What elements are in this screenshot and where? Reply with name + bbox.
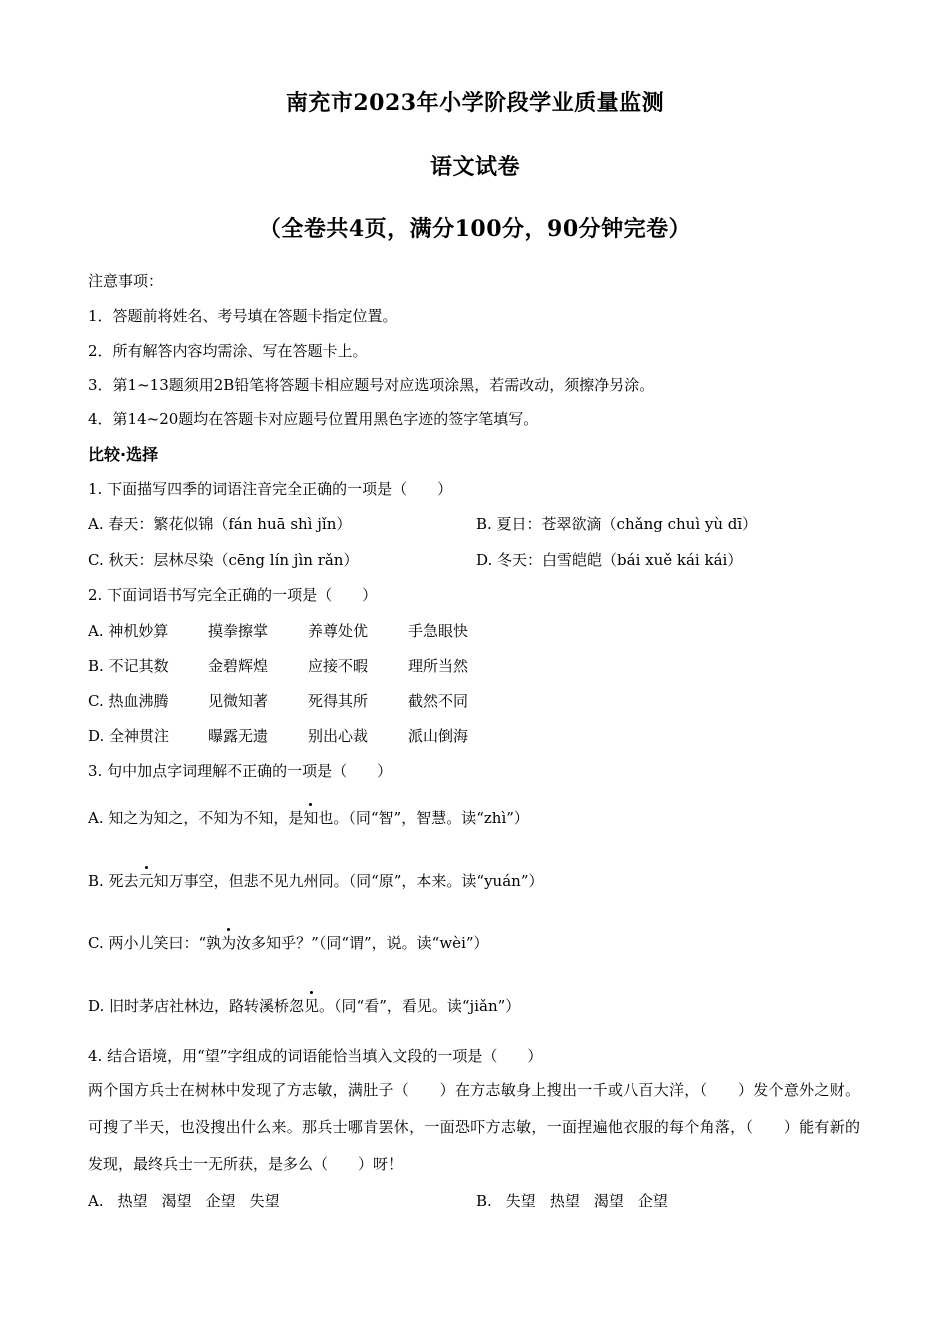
exam-subtitle: 语文试卷: [429, 154, 520, 180]
q4-option-b: [476, 1190, 682, 1211]
q2-stem: 2. 下面词语书写完全正确的一项是（ ）: [88, 586, 378, 604]
option-word: 别出心裁: [308, 727, 369, 745]
option-word: 神机妙算: [108, 622, 169, 640]
option-word: 渴望: [161, 1192, 192, 1210]
dotted-char: 元: [138, 872, 154, 890]
q3-text: C. 两小儿笑曰：“孰: [88, 934, 222, 952]
q2-option-c: [88, 690, 468, 711]
q3-text: 汝多知乎？”（同“谓”，说。读“wèi”）: [236, 934, 489, 952]
q3-option-b: [88, 870, 544, 891]
dotted-char: 知: [303, 809, 319, 827]
section-heading: 比较·选择: [88, 445, 159, 464]
notice-heading: 注意事项：: [88, 272, 164, 290]
option-word: 理所当然: [408, 657, 469, 675]
option-word: 曝露无遗: [208, 727, 269, 745]
q3-option-c: [88, 932, 489, 953]
q1-option-c: C. 秋天：层林尽染（cēng lín jìn rǎn）: [88, 551, 359, 569]
q3-option-d: [88, 995, 520, 1016]
option-word: 失望: [249, 1192, 280, 1210]
option-word: 热望: [549, 1192, 580, 1210]
option-word: 渴望: [593, 1192, 624, 1210]
q3-text: B. 死去: [88, 872, 139, 890]
q1-option-b: B. 夏日：苍翠欲滴（chǎng chuì yù dī）: [476, 515, 758, 533]
option-word: 应接不暇: [308, 657, 369, 675]
q2-option-b: [88, 655, 468, 676]
option-word: 不记其数: [108, 657, 169, 675]
option-word: 全神贯注: [109, 727, 170, 745]
q2-option-a: [88, 620, 468, 641]
q4-option-a: [88, 1190, 294, 1211]
dotted-char: 见: [304, 997, 320, 1015]
q3-text: A. 知之为知之，不知为不知，是: [88, 809, 304, 827]
option-word: 见微知著: [208, 692, 269, 710]
option-word: 摸拳擦掌: [208, 622, 269, 640]
option-label: C.: [88, 692, 104, 710]
exam-info: （全卷共4页，满分100分，90分钟完卷）: [258, 216, 692, 242]
notice-item: 2．所有解答内容均需涂、写在答题卡上。: [88, 342, 368, 360]
option-word: 派山倒海: [408, 727, 469, 745]
dotted-char: 为: [221, 934, 237, 952]
q3-text: 也。（同“智”，智慧。读“zhì”）: [318, 809, 529, 827]
option-label: A.: [88, 622, 104, 640]
notice-item: 3．第1~13题须用2B铅笔将答题卡相应题号对应选项涂黑，若需改动，须擦净另涂。: [88, 376, 655, 394]
q4-stem: 4. 结合语境，用“望”字组成的词语能恰当填入文段的一项是（ ）: [88, 1047, 543, 1065]
option-label: A.: [88, 1192, 104, 1210]
option-word: 热望: [117, 1192, 148, 1210]
option-word: 死得其所: [308, 692, 369, 710]
option-word: 企望: [205, 1192, 236, 1210]
option-label: B.: [476, 1192, 492, 1210]
q3-option-a: [88, 807, 529, 828]
exam-title: 南充市2023年小学阶段学业质量监测: [285, 90, 665, 116]
notice-item: 4．第14~20题均在答题卡对应题号位置用黑色字迹的签字笔填写。: [88, 410, 539, 428]
option-word: 养尊处优: [308, 622, 369, 640]
option-word: 截然不同: [408, 692, 469, 710]
option-word: 企望: [637, 1192, 668, 1210]
q2-option-d: [88, 725, 468, 746]
option-word: 手急眼快: [408, 622, 469, 640]
q3-text: 。（同“看”，看见。读“jiǎn”）: [319, 997, 521, 1015]
q1-stem: 1. 下面描写四季的词语注音完全正确的一项是（ ）: [88, 480, 453, 498]
option-word: 失望: [505, 1192, 536, 1210]
notice-item: 1．答题前将姓名、考号填在答题卡指定位置。: [88, 307, 398, 325]
q1-option-a: A. 春天：繁花似锦（fán huā shì jǐn）: [88, 515, 352, 533]
q3-stem: 3. 句中加点字词理解不正确的一项是（ ）: [88, 762, 393, 780]
option-word: 金碧辉煌: [208, 657, 269, 675]
q3-text: 知万事空，但悲不见九州同。（同“原”，本来。读“yuán”）: [153, 872, 544, 890]
option-word: 热血沸腾: [108, 692, 169, 710]
q3-text: D. 旧时茅店社林边，路转溪桥忽: [88, 997, 305, 1015]
option-label: D.: [88, 727, 105, 745]
q4-passage: 两个国方兵士在树林中发现了方志敏，满肚子（ ）在方志敏身上搜出一千或八百大洋，（ ）发个意外之财。可搜了半天，也没搜出什么来。那兵士哪肯罢休，一面恐吓方志敏，一面捏遍他衣服的每个角落，（ ）能有新的发现，最终兵士一无所获，是多么（ ）呀！: [88, 1081, 860, 1173]
q1-option-d: D. 冬天：白雪皑皑（bái xuě kái kái）: [476, 551, 743, 569]
option-label: B.: [88, 657, 104, 675]
